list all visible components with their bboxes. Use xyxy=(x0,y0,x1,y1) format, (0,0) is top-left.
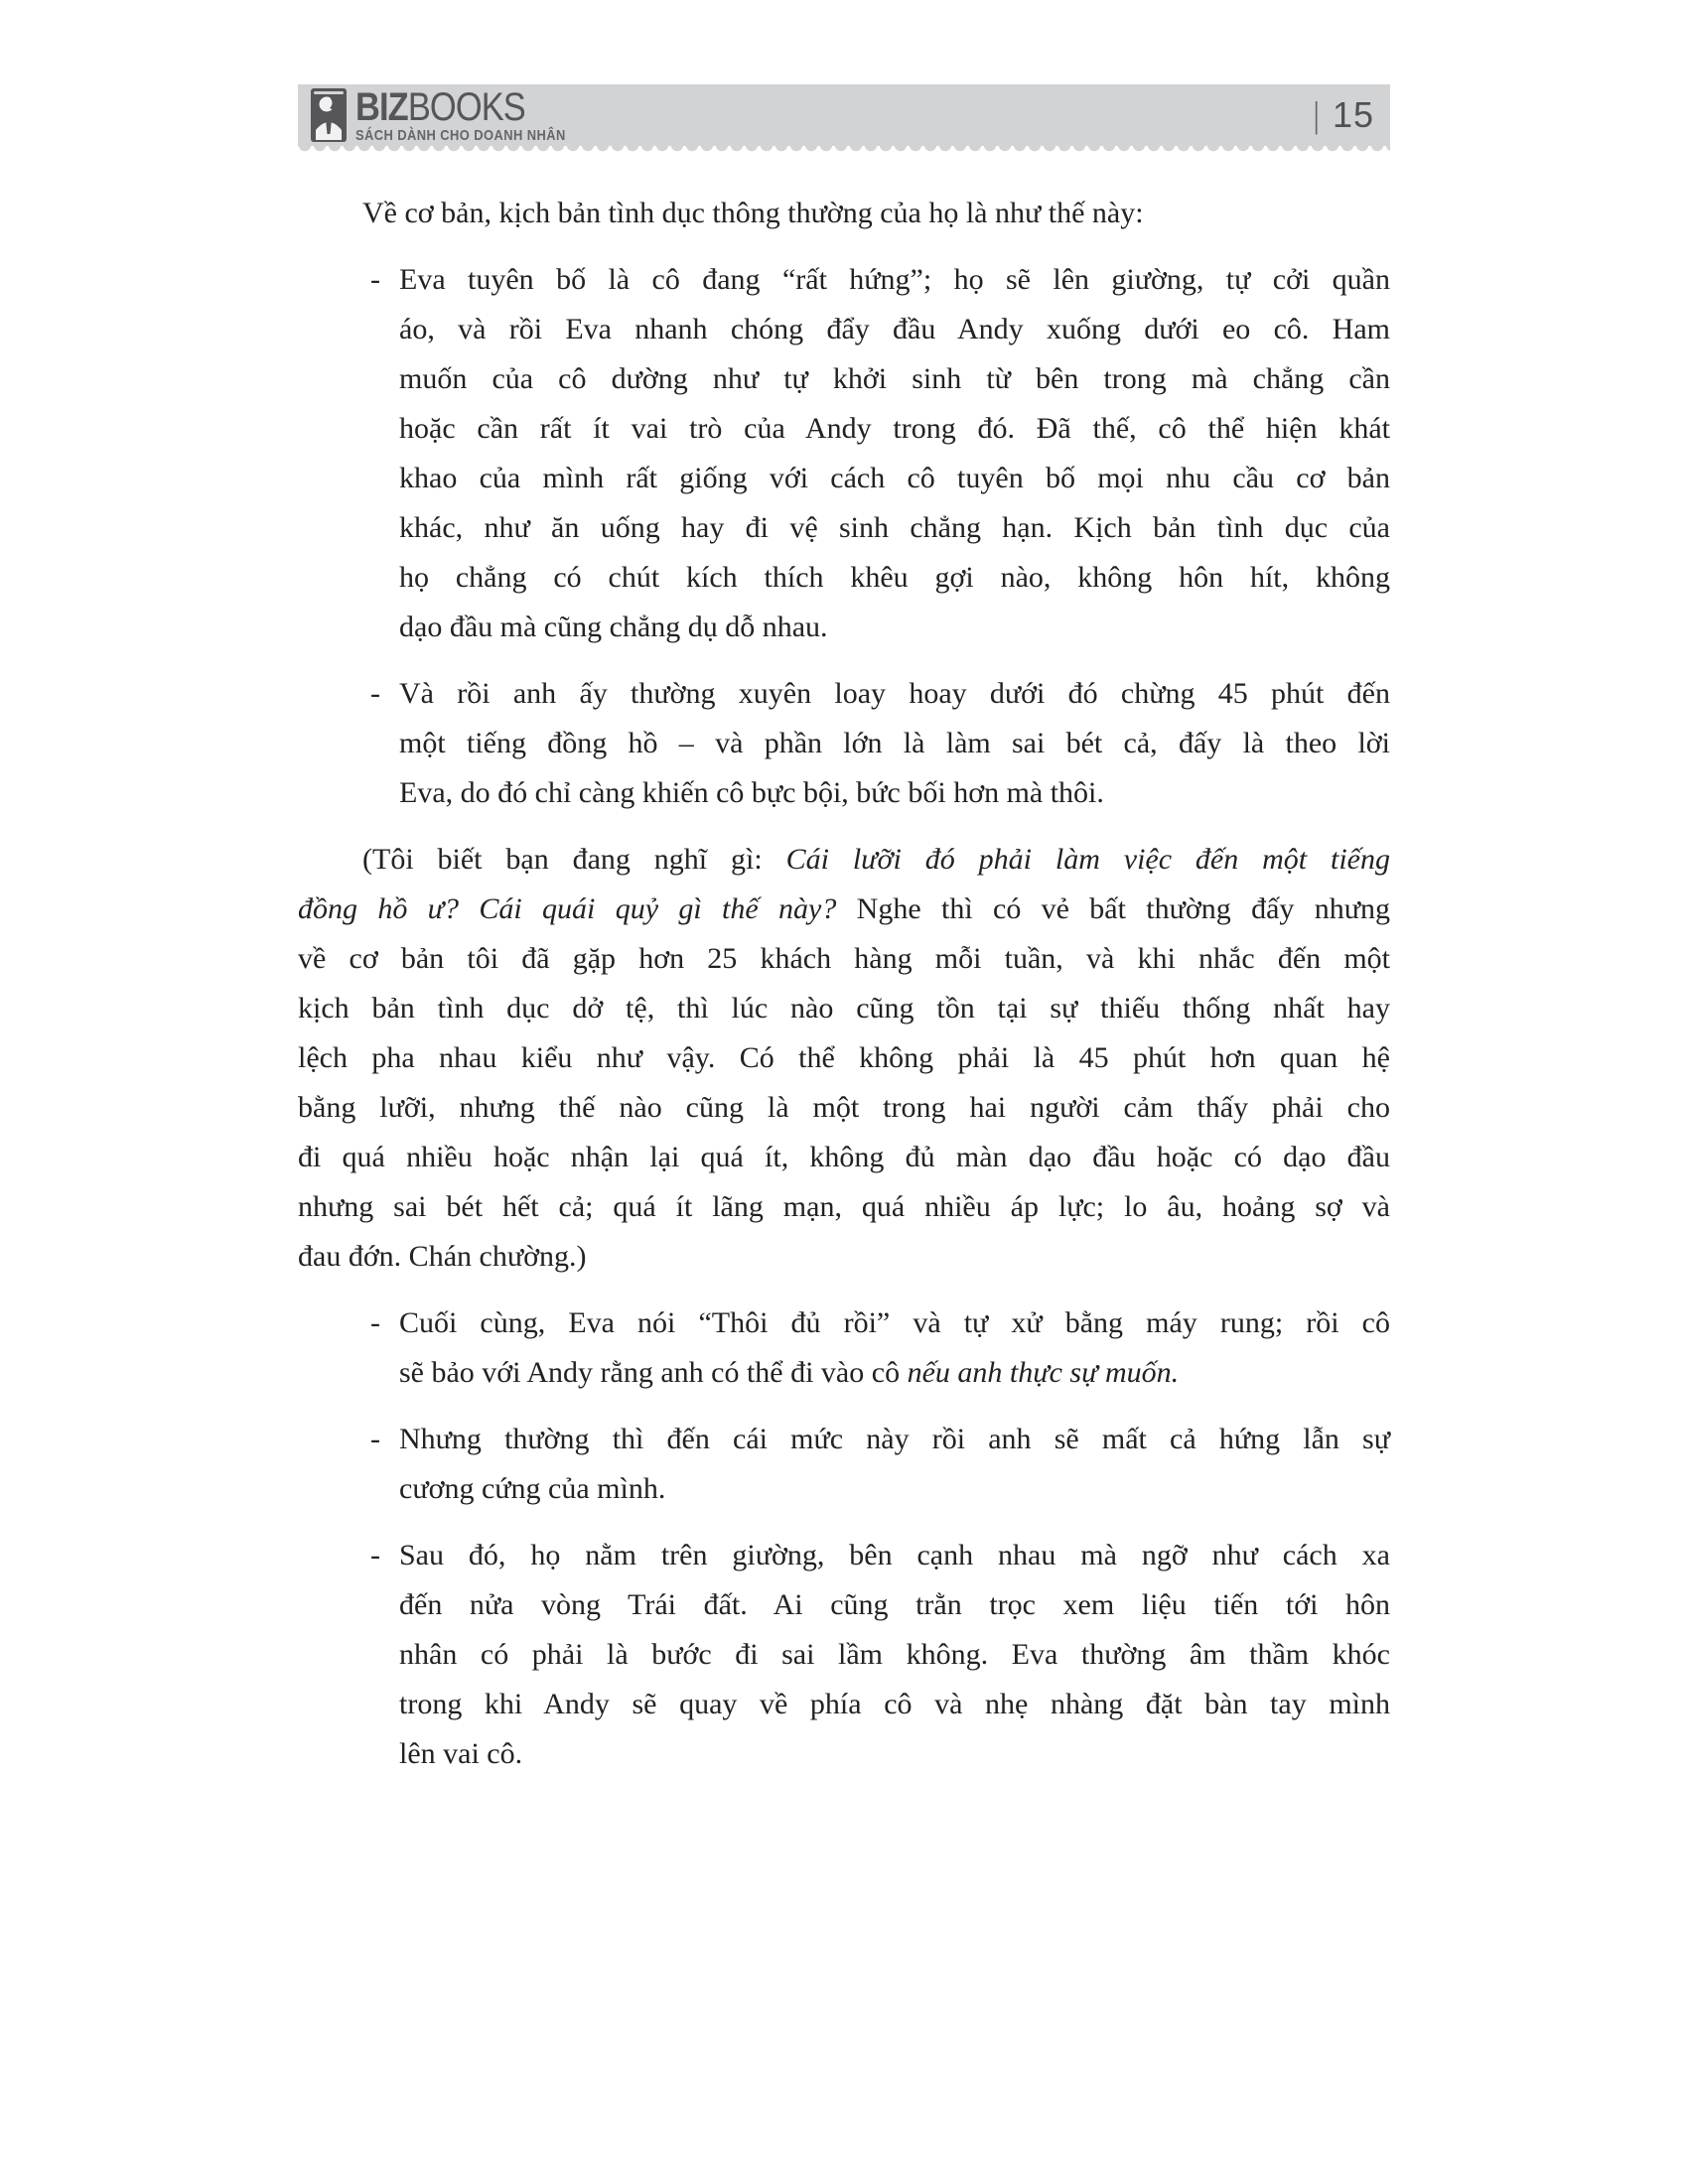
bullet-marker: - xyxy=(370,263,380,296)
header-scalloped-edge xyxy=(298,146,1390,155)
text-line xyxy=(399,669,1390,719)
text-line xyxy=(399,1580,1390,1630)
text-line xyxy=(399,1298,1390,1348)
body-text xyxy=(298,189,1390,1779)
text-line xyxy=(399,1415,1390,1464)
text-line xyxy=(399,454,1390,503)
bullet-marker: - xyxy=(370,677,380,710)
text-line xyxy=(399,553,1390,603)
text-line xyxy=(298,1133,1390,1182)
text-line xyxy=(399,719,1390,768)
text-run: về cơ bản tôi đã gặp hơn 25 khách hàng mỗi tuần, và khi nhắc đến một xyxy=(298,942,1390,975)
text-line xyxy=(399,1348,1390,1398)
paragraph xyxy=(298,835,1390,1282)
text-run: Eva tuyên bố là cô đang “rất hứng”; họ sẽ lên giường, tự cởi quần xyxy=(399,263,1390,296)
brand-biz: BIZ xyxy=(355,84,408,129)
text-run: hoặc cần rất ít vai trò của Andy trong đó. Đã thế, cô thể hiện khát xyxy=(399,412,1390,445)
text-run: khác, như ăn uống hay đi vệ sinh chẳng hạn. Kịch bản tình dục của xyxy=(399,511,1390,544)
page-number-separator: | xyxy=(1313,94,1320,135)
text-line xyxy=(399,1531,1390,1580)
text-run: Nhưng thường thì đến cái mức này rồi anh sẽ mất cả hứng lẫn sự xyxy=(399,1423,1390,1455)
text-run: trong khi Andy sẽ quay về phía cô và nhẹ nhàng đặt bàn tay mình xyxy=(399,1688,1390,1720)
bullet-item xyxy=(370,255,1390,652)
text-line xyxy=(298,1083,1390,1133)
brand-text xyxy=(355,84,566,144)
text-line xyxy=(399,1680,1390,1729)
text-line xyxy=(298,1033,1390,1083)
text-line xyxy=(298,835,1390,885)
text-line xyxy=(399,305,1390,354)
brand-tagline: SÁCH DÀNH CHO DOANH NHÂN xyxy=(355,126,566,144)
businessman-book-icon xyxy=(311,88,347,142)
brand-books: BOOKS xyxy=(407,84,525,129)
text-line xyxy=(298,189,1390,238)
text-run: (Tôi biết bạn đang nghĩ gì: xyxy=(362,843,786,876)
text-line xyxy=(399,404,1390,454)
bullet-item xyxy=(370,1531,1390,1779)
text-run: muốn của cô dường như tự khởi sinh từ bên trong mà chẳng cần xyxy=(399,362,1390,395)
text-line xyxy=(399,768,1390,818)
text-run: lên vai cô. xyxy=(399,1737,523,1770)
italic-text-run: nếu anh thực sự muốn. xyxy=(907,1356,1180,1389)
bullet-item xyxy=(370,1298,1390,1398)
text-run: lệch pha nhau kiểu như vậy. Có thể không phải là 45 phút hơn quan hệ xyxy=(298,1041,1390,1074)
text-run: nhân có phải là bước đi sai lầm không. Eva thường âm thầm khóc xyxy=(399,1638,1390,1671)
text-line xyxy=(399,255,1390,305)
text-line xyxy=(399,503,1390,553)
text-run: Sau đó, họ nằm trên giường, bên cạnh nhau mà ngỡ như cách xa xyxy=(399,1539,1390,1571)
text-line xyxy=(298,984,1390,1033)
text-run: Về cơ bản, kịch bản tình dục thông thường của họ là như thế này: xyxy=(362,197,1144,229)
bullet-marker: - xyxy=(370,1539,380,1571)
text-line xyxy=(298,885,1390,934)
text-line xyxy=(399,603,1390,652)
text-run: kịch bản tình dục dở tệ, thì lúc nào cũng tồn tại sự thiếu thống nhất hay xyxy=(298,992,1390,1024)
text-line xyxy=(298,934,1390,984)
text-run: đau đớn. Chán chường.) xyxy=(298,1240,587,1273)
text-run: Eva, do đó chỉ càng khiến cô bực bội, bức bối hơn mà thôi. xyxy=(399,776,1104,809)
text-line xyxy=(399,1630,1390,1680)
text-line xyxy=(399,1729,1390,1779)
bullet-marker: - xyxy=(370,1423,380,1455)
text-run: nhưng sai bét hết cả; quá ít lãng mạn, quá nhiều áp lực; lo âu, hoảng sợ và xyxy=(298,1190,1390,1223)
italic-text-run: Cái lưỡi đó phải làm việc đến một tiếng xyxy=(785,843,1390,876)
bullet-item xyxy=(370,1415,1390,1514)
bullet-item xyxy=(370,669,1390,818)
brand-name xyxy=(355,84,566,129)
text-run: dạo đầu mà cũng chẳng dụ dỗ nhau. xyxy=(399,611,828,643)
text-run: cương cứng của mình. xyxy=(399,1472,666,1505)
text-run: sẽ bảo với Andy rằng anh có thể đi vào cô xyxy=(399,1356,908,1389)
text-run: Cuối cùng, Eva nói “Thôi đủ rồi” và tự xử bằng máy rung; rồi cô xyxy=(399,1306,1390,1339)
bizbooks-logo xyxy=(311,84,600,144)
text-line xyxy=(399,354,1390,404)
italic-text-run: đồng hồ ư? Cái quái quỷ gì thế này? xyxy=(298,892,837,925)
page-header-bar xyxy=(298,84,1390,146)
text-run: áo, và rồi Eva nhanh chóng đẩy đầu Andy xuống dưới eo cô. Ham xyxy=(399,313,1390,345)
text-run: bằng lưỡi, nhưng thế nào cũng là một trong hai người cảm thấy phải cho xyxy=(298,1091,1390,1124)
paragraph xyxy=(298,189,1390,238)
text-run: khao của mình rất giống với cách cô tuyên bố mọi nhu cầu cơ bản xyxy=(399,462,1390,494)
text-run: họ chẳng có chút kích thích khêu gợi nào, không hôn hít, không xyxy=(399,561,1390,594)
bullet-marker: - xyxy=(370,1306,380,1339)
text-line xyxy=(298,1182,1390,1232)
page-number-group xyxy=(1312,94,1374,136)
text-run: một tiếng đồng hồ – và phần lớn là làm sai bét cả, đấy là theo lời xyxy=(399,727,1390,759)
text-run: đi quá nhiều hoặc nhận lại quá ít, không đủ màn dạo đầu hoặc có dạo đầu xyxy=(298,1141,1390,1173)
page-number: 15 xyxy=(1332,94,1374,135)
text-run: Và rồi anh ấy thường xuyên loay hoay dưới đó chừng 45 phút đến xyxy=(399,677,1390,710)
text-line xyxy=(399,1464,1390,1514)
text-run: Nghe thì có vẻ bất thường đấy nhưng xyxy=(836,892,1390,925)
text-line xyxy=(298,1232,1390,1282)
text-run: đến nửa vòng Trái đất. Ai cũng trằn trọc xem liệu tiến tới hôn xyxy=(399,1588,1390,1621)
